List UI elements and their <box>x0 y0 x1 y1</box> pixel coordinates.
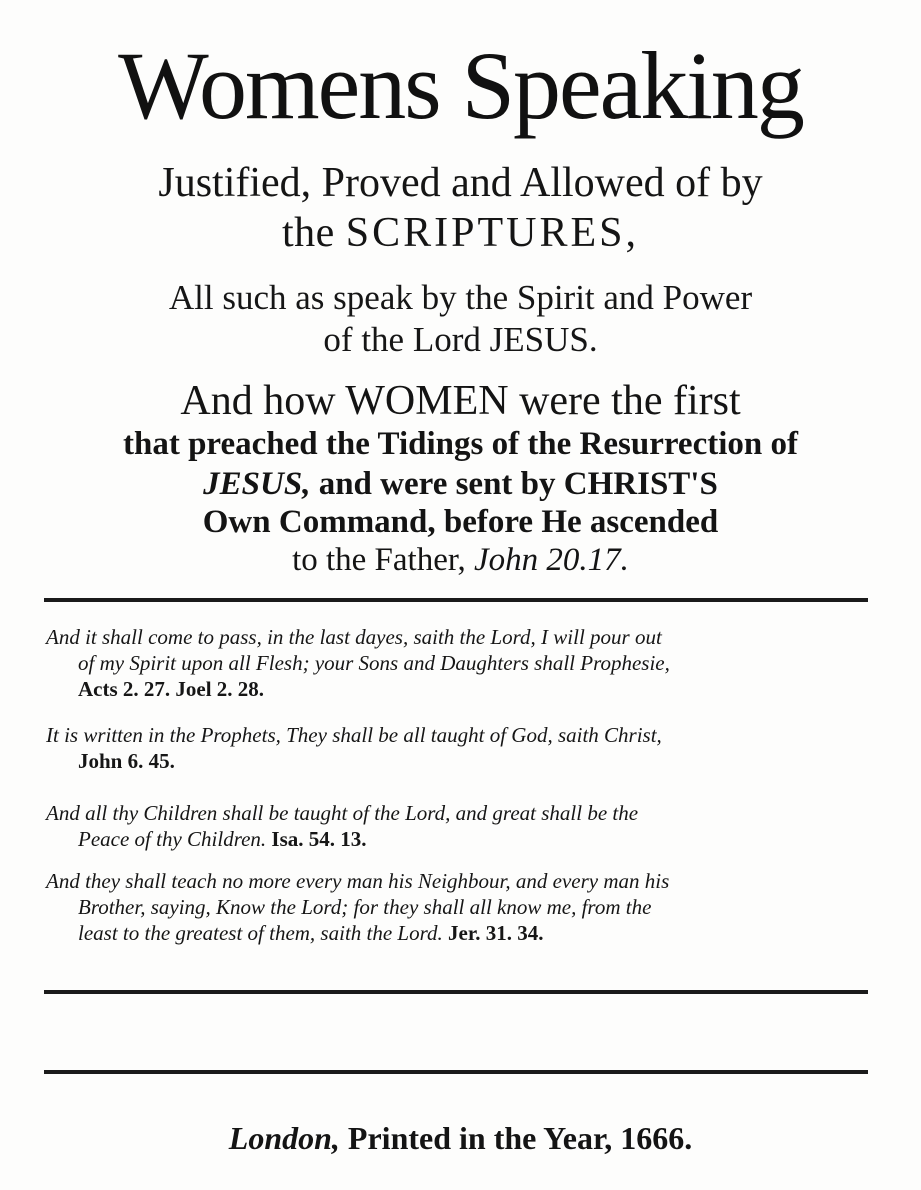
quote-3-line-2-text: Peace of thy Children. <box>78 827 267 851</box>
page-title: Womens Speaking <box>118 32 803 139</box>
quote-1-line-1: And it shall come to pass, in the last dayes, saith the Lord, I will pour out <box>46 625 662 649</box>
quote-2-line-2: John 6. 45. <box>78 749 175 773</box>
paragraph-jesus: JESUS, <box>203 466 311 502</box>
subtitle-scriptures: SCRIPTURES, <box>345 210 640 256</box>
subtitle-line-4: of the Lord JESUS. <box>323 320 598 359</box>
quote-1-line-3: Acts 2. 27. Joel 2. 28. <box>78 677 265 701</box>
paragraph-line-5 <box>0 544 921 577</box>
paragraph-line-5-pre: to the Father, <box>292 542 475 578</box>
subtitle-line-2 <box>0 212 921 254</box>
quote-3-reference: Isa. 54. 13. <box>266 827 367 851</box>
quote-3 <box>46 800 876 852</box>
quote-4-line-1: And they shall teach no more every man his Neighbour, and every man his <box>46 869 670 893</box>
quote-3-line-2 <box>46 826 876 852</box>
quote-4 <box>46 868 876 946</box>
subtitle-line-1: Justified, Proved and Allowed of by <box>158 160 763 206</box>
paragraph-line-2: that preached the Tidings of the Resurrection of <box>123 426 798 462</box>
quote-4-line-3 <box>46 920 876 946</box>
quote-2-line-1: It is written in the Prophets, They shall be all taught of God, saith Christ, <box>46 723 662 747</box>
divider-rule-top <box>44 598 868 602</box>
quote-1-line-2: of my Spirit upon all Flesh; your Sons and Daughters shall Prophesie, <box>78 651 670 675</box>
divider-rule-middle <box>44 990 868 994</box>
paragraph-line-4: Own Command, before He ascended <box>202 504 719 540</box>
paragraph-line-3-rest: and were sent by CHRIST'S <box>310 466 718 502</box>
subtitle-line-2-pre: the <box>281 210 346 256</box>
divider-rule-bottom <box>44 1070 868 1074</box>
paragraph-reference: John 20.17. <box>474 542 629 578</box>
imprint <box>0 1122 921 1154</box>
quote-1 <box>46 624 876 702</box>
quote-4-reference: Jer. 31. 34. <box>442 921 544 945</box>
quote-4-line-2: Brother, saying, Know the Lord; for they shall all know me, from the <box>78 895 652 919</box>
quote-4-line-3-text: least to the greatest of them, saith the Lord. <box>78 921 443 945</box>
paragraph-line-3 <box>0 468 921 501</box>
paragraph-line-1: And how WOMEN were the first <box>180 378 741 424</box>
imprint-year: Printed in the Year, 1666. <box>339 1120 693 1156</box>
imprint-place: London, <box>228 1120 340 1156</box>
quote-3-line-1: And all thy Children shall be taught of the Lord, and great shall be the <box>46 801 639 825</box>
quote-2 <box>46 722 876 774</box>
subtitle-line-3: All such as speak by the Spirit and Power <box>168 278 753 317</box>
